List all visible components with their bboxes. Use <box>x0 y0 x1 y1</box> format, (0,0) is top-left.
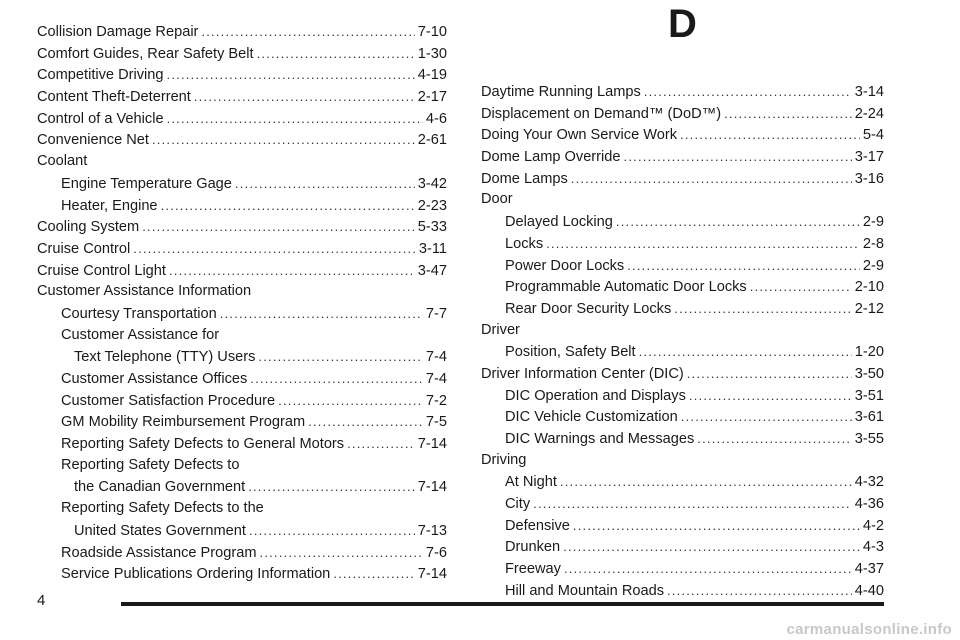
entry-label: Heater, Engine <box>61 197 158 214</box>
index-entry <box>481 580 884 602</box>
index-entry <box>37 433 447 455</box>
entry-label: United States Government <box>74 522 246 539</box>
entry-label: Driving <box>481 451 527 468</box>
entry-label: Text Telephone (TTY) Users <box>74 349 256 366</box>
entry-label: Reporting Safety Defects to the <box>61 500 264 517</box>
entry-label: Programmable Automatic Door Locks <box>505 279 747 296</box>
entry-label: Displacement on Demand™ (DoD™) <box>481 105 722 122</box>
leader-dots <box>169 260 415 282</box>
index-entry <box>37 303 447 325</box>
leader-dots <box>573 515 860 537</box>
index-entry <box>37 173 447 195</box>
entry-page-ref: 7-6 <box>425 544 447 561</box>
index-entry <box>481 406 884 428</box>
index-heading <box>481 189 884 211</box>
entry-page-ref: 4-40 <box>854 582 884 599</box>
leader-dots <box>257 43 415 65</box>
leader-dots <box>167 64 415 86</box>
leader-dots <box>220 303 423 325</box>
entry-label: Cruise Control <box>37 240 131 257</box>
index-entry <box>37 390 447 412</box>
entry-label: Coolant <box>37 153 88 170</box>
entry-page-ref: 3-11 <box>418 240 447 257</box>
leader-dots <box>724 103 852 125</box>
entry-page-ref: 3-16 <box>854 170 884 187</box>
leader-dots <box>689 385 852 407</box>
index-entry <box>37 346 447 368</box>
index-column-left <box>37 21 447 585</box>
entry-page-ref: 2-9 <box>862 214 884 231</box>
entry-page-ref: 2-23 <box>417 197 447 214</box>
entry-page-ref: 2-17 <box>417 89 447 106</box>
index-column-right <box>481 81 884 602</box>
entry-label: DIC Vehicle Customization <box>505 409 678 426</box>
leader-dots <box>194 86 415 108</box>
index-entry <box>481 168 884 190</box>
entry-page-ref: 7-7 <box>425 305 447 322</box>
leader-dots <box>133 238 416 260</box>
index-entry <box>481 341 884 363</box>
index-entry <box>37 21 447 43</box>
index-entry <box>37 129 447 151</box>
entry-label: Content Theft-Deterrent <box>37 89 191 106</box>
leader-dots <box>142 216 415 238</box>
entry-label: Roadside Assistance Program <box>61 544 257 561</box>
entry-label: Hill and Mountain Roads <box>505 582 664 599</box>
index-heading <box>37 325 447 347</box>
leader-dots <box>627 255 860 277</box>
entry-label: Daytime Running Lamps <box>481 84 641 100</box>
index-entry <box>481 124 884 146</box>
entry-label: Door <box>481 191 513 208</box>
leader-dots <box>347 433 415 455</box>
index-entry <box>481 276 884 298</box>
entry-label: Freeway <box>505 561 561 578</box>
entry-page-ref: 5-4 <box>862 127 884 144</box>
page-number: 4 <box>37 592 46 609</box>
leader-dots <box>571 168 852 190</box>
leader-dots <box>167 108 423 130</box>
entry-page-ref: 3-14 <box>854 84 884 100</box>
entry-page-ref: 3-47 <box>417 262 447 279</box>
index-entry <box>37 216 447 238</box>
entry-label: Cooling System <box>37 219 140 236</box>
entry-label: Defensive <box>505 517 570 534</box>
index-entry <box>481 255 884 277</box>
entry-page-ref: 3-42 <box>417 175 447 192</box>
leader-dots <box>201 21 414 43</box>
leader-dots <box>681 406 852 428</box>
entry-label: Drunken <box>505 539 561 556</box>
entry-label: Position, Safety Belt <box>505 344 636 361</box>
leader-dots <box>308 411 423 433</box>
entry-page-ref: 2-10 <box>854 279 884 296</box>
entry-page-ref: 7-2 <box>425 392 447 409</box>
entry-label: Control of a Vehicle <box>37 110 164 127</box>
entry-label: Customer Assistance Offices <box>61 371 248 387</box>
index-entry <box>37 542 447 564</box>
leader-dots <box>560 471 852 493</box>
leader-dots <box>639 341 852 363</box>
entry-label: Competitive Driving <box>37 67 164 84</box>
entry-label: Cruise Control Light <box>37 262 166 279</box>
leader-dots <box>546 233 860 255</box>
index-heading <box>37 455 447 477</box>
leader-dots <box>667 580 852 602</box>
entry-page-ref: 7-14 <box>417 436 447 453</box>
entry-label: Courtesy Transportation <box>61 305 217 322</box>
entry-label: Delayed Locking <box>505 214 613 231</box>
entry-label: Dome Lamp Override <box>481 149 621 166</box>
entry-label: City <box>505 496 531 513</box>
leader-dots <box>250 368 423 390</box>
entry-label: Doing Your Own Service Work <box>481 127 678 144</box>
index-entry <box>481 211 884 233</box>
leader-dots <box>278 390 423 412</box>
leader-dots <box>674 298 852 320</box>
leader-dots <box>564 558 852 580</box>
leader-dots <box>750 276 852 298</box>
leader-dots <box>249 520 415 542</box>
entry-page-ref: 2-61 <box>417 132 447 149</box>
entry-page-ref: 2-9 <box>862 257 884 274</box>
index-entry <box>37 238 447 260</box>
entry-page-ref: 7-4 <box>425 349 447 366</box>
leader-dots <box>624 146 852 168</box>
entry-page-ref: 4-37 <box>854 561 884 578</box>
entry-label: Power Door Locks <box>505 257 625 274</box>
index-entry <box>37 476 447 498</box>
entry-page-ref: 5-33 <box>417 219 447 236</box>
leader-dots <box>697 428 852 450</box>
entry-page-ref: 4-2 <box>862 517 884 534</box>
leader-dots <box>260 542 423 564</box>
entry-page-ref: 4-3 <box>862 539 884 556</box>
entry-page-ref: 1-30 <box>417 45 447 62</box>
entry-page-ref: 4-36 <box>854 496 884 513</box>
entry-label: Driver <box>481 321 520 338</box>
entry-page-ref: 4-6 <box>425 110 447 127</box>
index-entry <box>481 493 884 515</box>
watermark-logo: carmanualsonline.info <box>786 621 952 638</box>
entry-label: At Night <box>505 474 557 491</box>
entry-label: GM Mobility Reimbursement Program <box>61 414 306 431</box>
index-entry <box>481 233 884 255</box>
entry-page-ref: 7-10 <box>417 24 447 40</box>
entry-label: Comfort Guides, Rear Safety Belt <box>37 45 254 62</box>
footer-rule <box>121 602 884 606</box>
index-entry <box>37 43 447 65</box>
entry-page-ref: 3-61 <box>854 409 884 426</box>
entry-label: Customer Satisfaction Procedure <box>61 392 276 409</box>
entry-page-ref: 7-14 <box>417 566 447 583</box>
entry-page-ref: 4-19 <box>417 67 447 84</box>
index-entry <box>481 558 884 580</box>
entry-page-ref: 7-5 <box>425 414 447 431</box>
leader-dots <box>152 129 415 151</box>
entry-label: Service Publications Ordering Information <box>61 566 331 583</box>
entry-label: Convenience Net <box>37 132 149 149</box>
index-entry <box>481 515 884 537</box>
entry-label: Dome Lamps <box>481 170 568 187</box>
entry-page-ref: 7-4 <box>425 371 447 387</box>
index-entry <box>37 64 447 86</box>
index-heading <box>37 281 447 303</box>
leader-dots <box>248 476 415 498</box>
entry-label: Customer Assistance for <box>61 326 220 343</box>
leader-dots <box>644 81 852 103</box>
entry-page-ref: 3-17 <box>854 149 884 166</box>
section-letter-heading: D <box>668 2 697 46</box>
index-entry <box>37 368 447 390</box>
index-heading <box>481 320 884 342</box>
entry-label: Customer Assistance Information <box>37 283 252 300</box>
index-heading <box>481 450 884 472</box>
entry-label: the Canadian Government <box>74 479 246 496</box>
index-entry <box>481 385 884 407</box>
index-entry <box>37 195 447 217</box>
index-entry <box>37 520 447 542</box>
index-entry <box>481 536 884 558</box>
index-heading <box>37 498 447 520</box>
entry-page-ref: 7-13 <box>417 522 447 539</box>
entry-label: Collision Damage Repair <box>37 24 199 40</box>
entry-label: Locks <box>505 235 544 252</box>
leader-dots <box>616 211 860 233</box>
entry-page-ref: 3-55 <box>854 431 884 447</box>
index-heading <box>37 151 447 173</box>
entry-label: Driver Information Center (DIC) <box>481 365 684 382</box>
entry-label: Engine Temperature Gage <box>61 175 232 192</box>
leader-dots <box>533 493 852 515</box>
leader-dots <box>333 563 414 585</box>
entry-label: DIC Operation and Displays <box>505 387 686 404</box>
entry-label: Reporting Safety Defects to <box>61 456 240 473</box>
entry-page-ref: 2-8 <box>862 235 884 252</box>
index-entry <box>37 108 447 130</box>
index-entry <box>37 411 447 433</box>
entry-page-ref: 1-20 <box>854 344 884 361</box>
leader-dots <box>680 124 860 146</box>
entry-page-ref: 4-32 <box>854 474 884 491</box>
entry-page-ref: 2-12 <box>854 300 884 317</box>
index-entry <box>37 86 447 108</box>
index-entry <box>481 146 884 168</box>
leader-dots <box>235 173 415 195</box>
entry-label: Reporting Safety Defects to General Motors <box>61 436 345 453</box>
entry-label: Rear Door Security Locks <box>505 300 672 317</box>
leader-dots <box>687 363 852 385</box>
leader-dots <box>563 536 860 558</box>
leader-dots <box>258 346 422 368</box>
index-entry <box>481 471 884 493</box>
index-entry <box>37 563 447 585</box>
entry-page-ref: 2-24 <box>854 105 884 122</box>
entry-page-ref: 3-50 <box>854 365 884 382</box>
entry-label: DIC Warnings and Messages <box>505 431 695 447</box>
index-entry <box>481 103 884 125</box>
index-entry <box>481 363 884 385</box>
index-entry <box>37 260 447 282</box>
index-entry <box>481 81 884 103</box>
index-entry <box>481 298 884 320</box>
entry-page-ref: 3-51 <box>854 387 884 404</box>
entry-page-ref: 7-14 <box>417 479 447 496</box>
leader-dots <box>161 195 415 217</box>
index-entry <box>481 428 884 450</box>
